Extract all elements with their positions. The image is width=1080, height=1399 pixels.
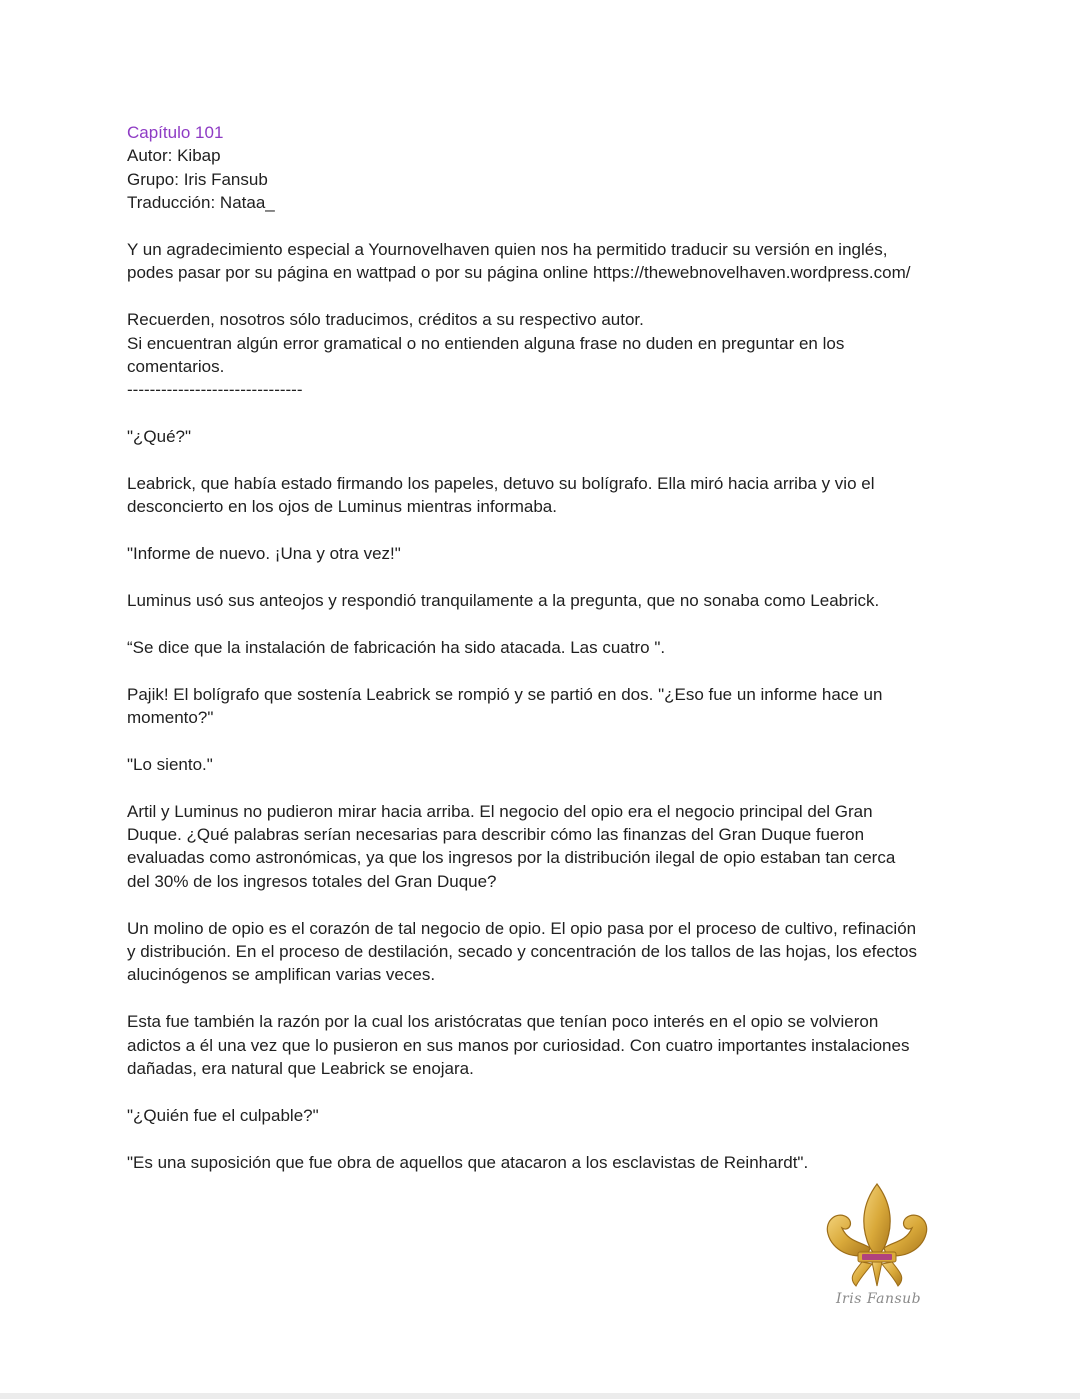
paragraph-line: Un molino de opio es el corazón de tal negocio de opio. El opio pasa por el proceso de cultivo, refinación	[127, 918, 917, 938]
paragraph-line: y distribución. En el proceso de destilación, secado y concentración de los tallos de las hojas, los efectos	[127, 942, 918, 962]
separator: -------------------------------	[127, 380, 303, 400]
document-page	[127, 121, 957, 1197]
paragraph-line: "¿Qué?"	[127, 427, 192, 447]
paragraph	[127, 917, 957, 987]
paragraph-line: adictos a él una vez que lo pusieron en sus manos por curiosidad. Con cuatro importantes instalaciones	[127, 1035, 910, 1055]
paragraph-line: evaluadas como astronómicas, ya que los ingresos por la distribución ilegal de opio estaban tan cerca	[127, 848, 896, 868]
paragraph-line: dañadas, era natural que Leabrick se enojara.	[127, 1059, 474, 1079]
paragraph-line: Leabrick, que había estado firmando los papeles, detuvo su bolígrafo. Ella miró hacia arriba y vio el	[127, 474, 875, 494]
paragraph	[127, 1104, 957, 1127]
thanks-line-1: Y un agradecimiento especial a Yournovelhaven quien nos ha permitido traducir su versión en inglés,	[127, 240, 888, 260]
paragraph	[127, 1151, 957, 1174]
paragraph-line: Artil y Luminus no pudieron mirar hacia arriba. El negocio del opio era el negocio principal del Gran	[127, 801, 873, 821]
paragraph	[127, 542, 957, 565]
paragraph	[127, 1010, 957, 1080]
paragraph-line: "Informe de nuevo. ¡Una y otra vez!"	[127, 544, 401, 564]
chapter-title: Capítulo 101	[127, 123, 224, 142]
paragraph-line: alucinógenos se amplifican varias veces.	[127, 965, 436, 985]
paragraph-line: "Lo siento."	[127, 754, 213, 774]
paragraph	[127, 425, 957, 448]
paragraph	[127, 753, 957, 776]
paragraph-line: Duque. ¿Qué palabras serían necesarias para describir cómo las finanzas del Gran Duque fueron	[127, 825, 865, 845]
paragraph	[127, 636, 957, 659]
translation-line: Traducción: Nataa_	[127, 193, 275, 213]
notice-line-2: Si encuentran algún error gramatical o no entienden alguna frase no duden en preguntar en los	[127, 333, 845, 353]
paragraph-line: Esta fue también la razón por la cual los aristócratas que tenían poco interés en el opio se volvieron	[127, 1012, 879, 1032]
author-line: Autor: Kibap	[127, 146, 221, 166]
paragraph	[127, 589, 957, 612]
story-body	[127, 425, 957, 1174]
paragraph	[127, 683, 957, 730]
spacer	[127, 215, 957, 238]
paragraph-line: "¿Quién fue el culpable?"	[127, 1105, 319, 1125]
paragraph-line: momento?"	[127, 708, 214, 728]
paragraph-line: desconcierto en los ojos de Luminus mientras informaba.	[127, 497, 557, 517]
group-line: Grupo: Iris Fansub	[127, 169, 268, 189]
paragraph	[127, 472, 957, 519]
paragraph-line: “Se dice que la instalación de fabricación ha sido atacada. Las cuatro ".	[127, 637, 666, 657]
spacer	[127, 285, 957, 308]
thanks-line-2: podes pasar por su página en wattpad o por su página online https://thewebnovelhaven.wordpress.com/	[127, 263, 911, 283]
logo-caption: Iris Fansub	[836, 1291, 922, 1307]
paragraph-line: "Es una suposición que fue obra de aquellos que atacaron a los esclavistas de Reinhardt".	[127, 1152, 809, 1172]
paragraph-line: Luminus usó sus anteojos y respondió tranquilamente a la pregunta, que no sonaba como Leabrick.	[127, 591, 880, 611]
bottom-divider	[0, 1393, 1080, 1399]
paragraph	[127, 800, 957, 894]
spacer	[127, 402, 957, 425]
notice-line-1: Recuerden, nosotros sólo traducimos, créditos a su respectivo autor.	[127, 310, 644, 330]
paragraph-line: del 30% de los ingresos totales del Gran Duque?	[127, 871, 497, 891]
paragraph-line: Pajik! El bolígrafo que sostenía Leabrick se rompió y se partió en dos. "¿Eso fue un informe hace un	[127, 684, 883, 704]
notice-line-3: comentarios.	[127, 357, 225, 377]
